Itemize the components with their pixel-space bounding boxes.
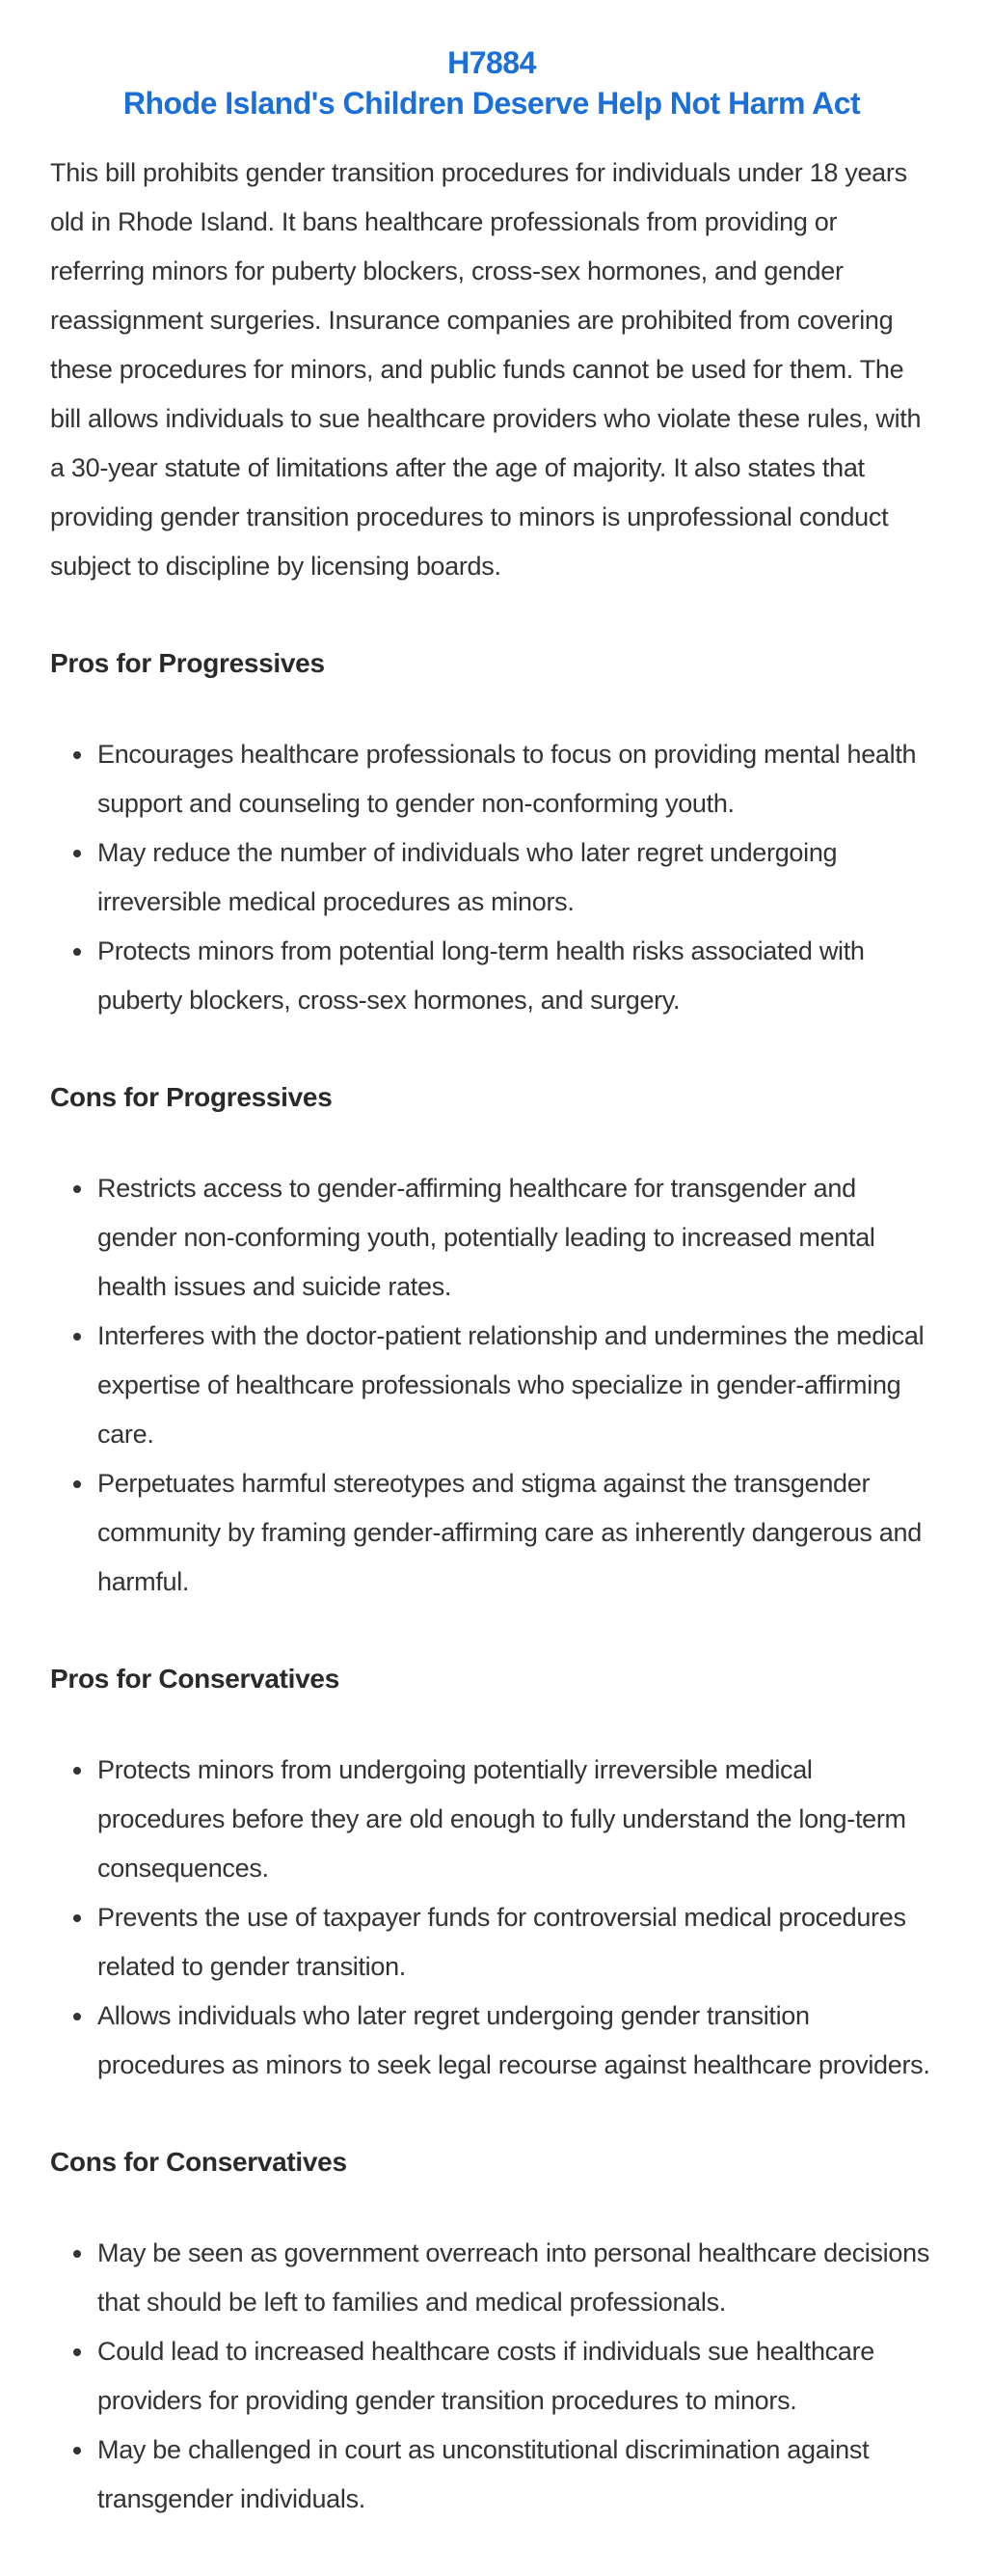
section-heading: Cons for Conservatives	[50, 2147, 347, 2177]
list-item	[50, 1312, 933, 1459]
section-heading: Pros for Conservatives	[50, 1664, 339, 1694]
list-item-text: Protects minors from undergoing potentially irreversible medical procedures before they are old enough to fully understand the long-term consequences.	[97, 1755, 906, 1883]
bullet-dot-icon	[73, 1185, 81, 1193]
list-item	[50, 1893, 933, 1992]
list-item-text: Encourages healthcare professionals to focus on providing mental health support and counseling to gender non-conforming youth.	[97, 740, 917, 818]
bullet-dot-icon	[73, 2348, 81, 2356]
section-cons-progressives	[50, 1081, 933, 1607]
list-item-text: Allows individuals who later regret undergoing gender transition procedures as minors to seek legal recourse against healthcare providers.	[97, 2001, 930, 2079]
section-cons-conservatives	[50, 2146, 933, 2524]
bill-number: H7884	[447, 45, 536, 80]
bullet-dot-icon	[73, 1914, 81, 1922]
list-item	[50, 2426, 933, 2524]
list-item-text: Perpetuates harmful stereotypes and stigma against the transgender community by framing gender-affirming care as inherently dangerous and harmful.	[97, 1469, 922, 1596]
bill-summary: This bill prohibits gender transition procedures for individuals under 18 years old in Rhode Island. It bans healthcare professionals from providing or referring minors for puberty blockers, cross-sex hormones, and gender reassignment surgeries. Insurance companies are prohibited from covering these procedures for minors, and public funds cannot be used for them. The bill allows individuals to sue healthcare providers who violate these rules, with a 30-year statute of limitations after the age of majority. It also states that providing gender transition procedures to minors is unprofessional conduct subject to discipline by licensing boards.	[50, 158, 922, 581]
section-heading: Cons for Progressives	[50, 1082, 333, 1112]
list-item-text: Interferes with the doctor-patient relationship and undermines the medical expertise of healthcare professionals who specialize in gender-affirming care.	[97, 1321, 925, 1449]
bullet-dot-icon	[73, 1767, 81, 1775]
bullet-dot-icon	[73, 1480, 81, 1488]
list-item	[50, 927, 933, 1025]
section-pros-progressives	[50, 647, 933, 1025]
bullet-list	[50, 730, 933, 1025]
bill-title-block	[50, 42, 933, 123]
list-item-text: Could lead to increased healthcare costs if individuals sue healthcare providers for providing gender transition procedures to minors.	[97, 2337, 874, 2415]
bullet-list	[50, 1164, 933, 1607]
bullet-dot-icon	[73, 948, 81, 956]
list-item-text: Prevents the use of taxpayer funds for controversial medical procedures related to gender transition.	[97, 1903, 906, 1981]
list-item	[50, 1164, 933, 1312]
bullet-dot-icon	[73, 2250, 81, 2258]
list-item	[50, 1992, 933, 2090]
list-item-text: May reduce the number of individuals who later regret undergoing irreversible medical procedures as minors.	[97, 838, 838, 916]
section-heading: Pros for Progressives	[50, 648, 325, 678]
list-item	[50, 828, 933, 927]
bullet-dot-icon	[73, 850, 81, 857]
list-item	[50, 2327, 933, 2426]
bullet-dot-icon	[73, 1333, 81, 1341]
list-item	[50, 1459, 933, 1607]
list-item	[50, 730, 933, 828]
list-item-text: May be seen as government overreach into personal healthcare decisions that should be left to families and medical professionals.	[97, 2238, 930, 2317]
list-item	[50, 2229, 933, 2327]
section-pros-conservatives	[50, 1663, 933, 2090]
bullet-dot-icon	[73, 2447, 81, 2454]
list-item	[50, 1746, 933, 1893]
bullet-dot-icon	[73, 2013, 81, 2020]
bill-title: Rhode Island's Children Deserve Help Not Harm Act	[122, 86, 861, 121]
list-item-text: May be challenged in court as unconstitutional discrimination against transgender individuals.	[97, 2435, 870, 2513]
bullet-list	[50, 1746, 933, 2090]
bullet-dot-icon	[73, 751, 81, 759]
list-item-text: Protects minors from potential long-term health risks associated with puberty blockers, cross-sex hormones, and surgery.	[97, 936, 865, 1015]
list-item-text: Restricts access to gender-affirming healthcare for transgender and gender non-conforming youth, potentially leading to increased mental health issues and suicide rates.	[97, 1174, 875, 1301]
bullet-list	[50, 2229, 933, 2524]
